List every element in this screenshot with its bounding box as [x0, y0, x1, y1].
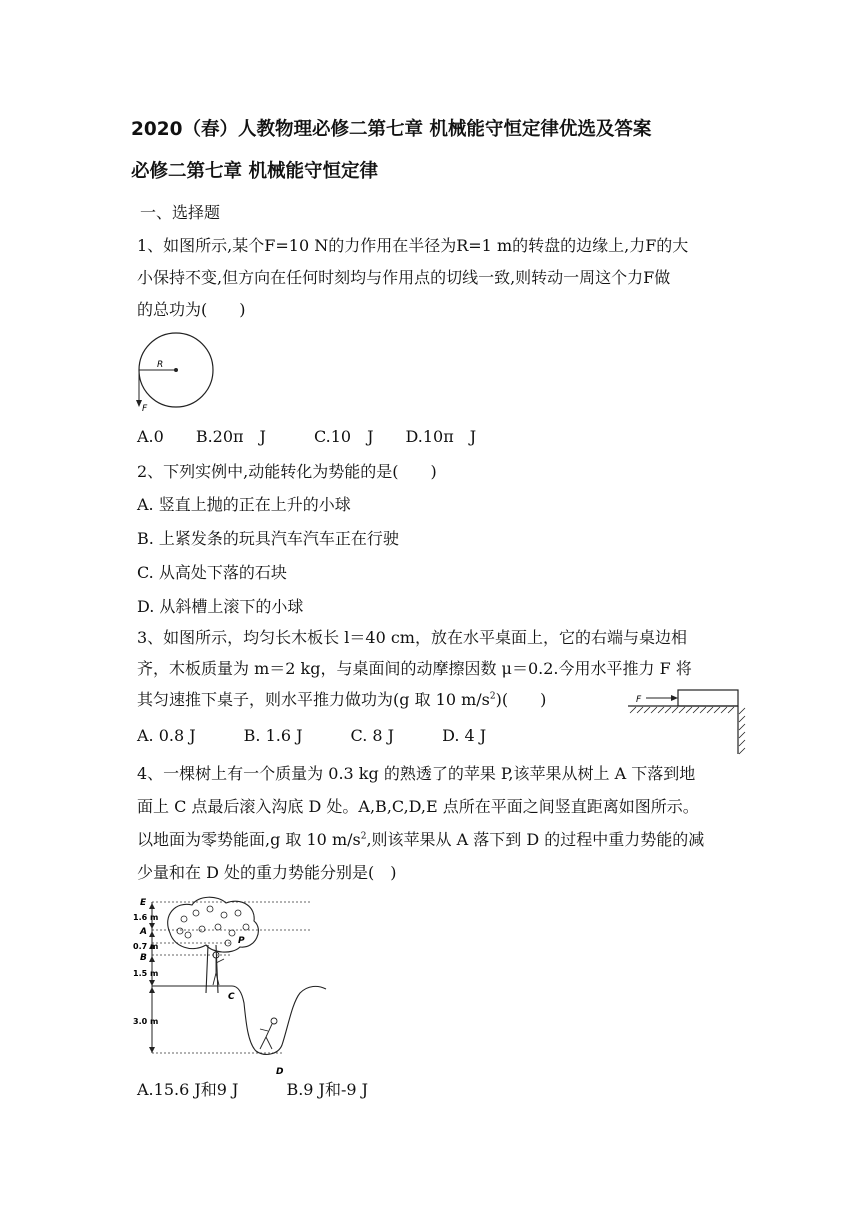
document-title: 2020（春）人教物理必修二第七章 机械能守恒定律优选及答案: [131, 119, 652, 140]
distance-1-label: 1.6 m: [133, 913, 159, 922]
turntable-figure: [130, 330, 225, 415]
q3-line-1: 3、如图所示，均匀长木板长 l＝40 cm，放在水平桌面上，它的右端与桌边相: [137, 628, 687, 647]
apple-p-label: P: [238, 936, 245, 946]
q1-line-3: 的总功为( ): [137, 300, 246, 319]
radius-label: R: [157, 360, 164, 370]
q1-line-1: 1、如图所示,某个F=10 N的力作用在半径为R=1 m的转盘的边缘上,力F的大: [137, 236, 689, 255]
q4-line-1: 4、一棵树上有一个质量为 0.3 kg 的熟透了的苹果 P,该苹果从树上 A 下落到地: [137, 764, 696, 783]
q1-line-2: 小保持不变,但方向在任何时刻均与作用点的切线一致,则转动一周这个力F做: [137, 268, 671, 287]
q3-options: A. 0.8 J B. 1.6 J C. 8 J D. 4 J: [137, 726, 487, 745]
q1-options: A.0 B.20π J C.10 J D.10π J: [137, 427, 477, 446]
q2-option-b: B. 上紧发条的玩具汽车汽车正在行驶: [137, 529, 399, 548]
apple-tree-figure: [132, 893, 332, 1075]
section-heading: 一、选择题: [140, 203, 221, 222]
q2-option-c: C. 从高处下落的石块: [137, 563, 287, 582]
q2-stem: 2、下列实例中,动能转化为势能的是( ): [137, 462, 437, 481]
q4-line-3: 以地面为零势能面,g 取 10 $m/s^2$,则该苹果从 A 落下到 D 的过程中重力势能的减: [137, 830, 705, 849]
push-force-label: F: [636, 695, 642, 705]
distance-2-label: 0.7 m: [133, 942, 159, 951]
chapter-subtitle: 必修二第七章 机械能守恒定律: [131, 161, 378, 182]
distance-3-label: 1.5 m: [133, 969, 159, 978]
distance-4-label: 3.0 m: [133, 1017, 159, 1026]
board-on-table-figure: [622, 686, 747, 756]
q2-option-d: D. 从斜槽上滚下的小球: [137, 597, 304, 616]
q4-line-4: 少量和在 D 处的重力势能分别是( ): [137, 863, 397, 882]
point-a-label: A: [140, 927, 147, 937]
point-e-label: E: [140, 898, 147, 908]
point-c-label: C: [228, 992, 235, 1002]
q2-option-a: A. 竖直上抛的正在上升的小球: [137, 495, 351, 514]
force-label: F: [142, 404, 148, 414]
point-d-label: D: [276, 1067, 284, 1075]
q3-line-3: 其匀速推下桌子，则水平推力做功为(g 取 10 $m/s^2$)( ): [137, 690, 547, 709]
point-b-label: B: [140, 953, 147, 963]
q4-line-2: 面上 C 点最后滚入沟底 D 处。A,B,C,D,E 点所在平面之间竖直距离如图所示。: [137, 797, 699, 816]
q3-line-2: 齐，木板质量为 m＝2 kg，与桌面间的动摩擦因数 μ＝0.2.今用水平推力 F 将: [137, 659, 692, 678]
q4-options: A.15.6 J和9 J B.9 J和-9 J: [137, 1080, 369, 1099]
